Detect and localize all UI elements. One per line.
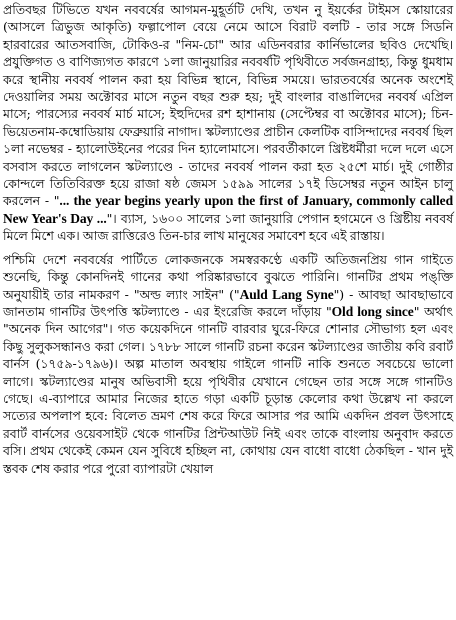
- paragraph-text: " অর্থাৎ "অনেক দিন আগের"। গত কয়েকদিনে গানটি বারবার ঘুরে-ফিরে শোনার সৌভাগ্য হল এবং কিছু সুলুকসন্ধানও করা গেল। ১৭৮৮ সালে গানটি রচনা করেন স্কটল্যাণ্ডের জাতীয় কবি রবার্ট বার্নস (১৭৫৯-১৭৯৬)। অল্প মাতাল অবস্থায় গাইলে গানটি নাকি শুনতে সবচেয়ে ভালো লাগে। স্কটল্যাণ্ডের মানুষ অভিবাসী হয়ে পৃথিবীর যেখানে গেছেন তার সঙ্গে সঙ্গে গানটিও গেছে। এ-ব্যাপারে আমার নিজের হাতে গড়া একটি চূড়ান্ত কেলোর কথা উল্লেখ না করলে সত্যের অপলাপ হবে: বিলেত ভ্রমণ শেষ করে ফিরে আসার পর আমি একদিন প্রবল উৎসাহে রবার্ট বার্নসের ওয়েবসাইট থেকে গানটির প্রিন্টআউট নিই এবং তাকে বাংলায় অনুবাদ করতে বসি। প্রথম থেকেই কেমন যেন সুবিধে হচ্ছিল না, কোথায় যেন বাধো বাধো ঠেকছিল - খান দুই স্তবক শেষ করার পরে পুরো ব্যাপারটা খেয়াল: [3, 303, 453, 476]
- paragraph-new-year-celebrations: [3, 1, 453, 245]
- paragraph-text: "। ব্যাস, ১৬০০ সালের ১লা জানুয়ারি পেগান হগমেনে ও খ্রিষ্টীয় নববর্ষ মিলে মিশে এক। আজ রাত্তিরেও তিন-চার লাখ মানুষের সমাবেশ হবে এই রাস্তায়।: [3, 210, 453, 244]
- document-page: [3, 1, 453, 477]
- english-quotation: ... the year begins yearly upon the first of January, commonly called New Year's Day ...: [3, 193, 453, 226]
- paragraph-text: ") - আবছা আবছাভাবে জানতাম গানটির উৎপত্তি স্কটল্যাণ্ডে - এর ইংরেজি করলে দাঁড়ায় ": [3, 286, 453, 319]
- paragraph-text: পশ্চিমি দেশে নববর্ষের পার্টিতে লোকজনকে সমস্বরকণ্ঠে একটি অতিজনপ্রিয় গান গাইতে শুনেছি, কিন্তু কোনদিনই গানের কথা পরিষ্কারভাবে বুঝতে পারিনি। গানটির প্রথম পঙ্‌ক্তি অনুযায়ীই তার নামকরণ - "অল্ড ল্যাং সাইন" (": [3, 251, 453, 302]
- paragraph-text: প্রতিবছর টিভিতে যখন নববর্ষের আগমন-মুহূর্তটি দেখি, তখন নু ইয়র্কের টাইমস স্কোয়ারের (আসলে ত্রিভুজ আকৃতি) ফল্গাপোল বেয়ে নেমে আসে বিরাট বলটি - তার সঙ্গে সিডনি হারবারের আতসবাজি, টোকিও-র "নিম-চো" আর এডিনবরার কার্নিভালের ছবিও দেখেছি। প্রযুক্তিগত ও বাণিজ্যগত কারণে ১লা জানুয়ারির নববর্ষটি পৃথিবীতে সর্বজনগ্রাহ্য, কিন্তু ধুমধাম করে স্থানীয় নববর্ষ পালন করা হয় বিভিন্ন স্থানে, বিভিন্ন সময়ে। ভারতবর্ষের অনেক অংশেই দেওয়ালির সময় অক্টোবর মাসে নতুন বছর শুরু হয়; দুই বাংলার বাঙালিদের নববর্ষ এপ্রিল মাসে; পারস্যের নববর্ষ মার্চ মাসে; ইহুদিদের রশ হাশানায় (সেপ্টেম্বর বা অক্টোবর মাসে); চিন-ভিয়েতনাম-কম্বোডিয়ায় ফেব্রুয়ারি নাগাদ। স্কটল্যাণ্ডের প্রাচীন কেলটিক বাসিন্দাদের নববর্ষ ছিল ১লা নভেম্বর - হ্যালোউইনের পরের দিন হ্যালোমাসে। পরবর্তীকালে খ্রিষ্টধর্মীরা দলে দলে এসে বসবাস করতে লাগলেন স্কটল্যাণ্ডে - তাদের নববর্ষ পালন করা হত ২৫শে মার্চ। দুই গোষ্ঠীর কোন্দলে তিতিবিরক্ত হয়ে রাজা ষষ্ঠ জেমস ১৫৯৯ সালের ১৭ই ডিসেম্বর নতুন আইন চালু করলেন - ": [3, 2, 453, 209]
- paragraph-auld-lang-syne: [3, 251, 453, 477]
- english-phrase: Old long since: [331, 303, 414, 319]
- english-song-title: Auld Lang Syne: [239, 286, 334, 302]
